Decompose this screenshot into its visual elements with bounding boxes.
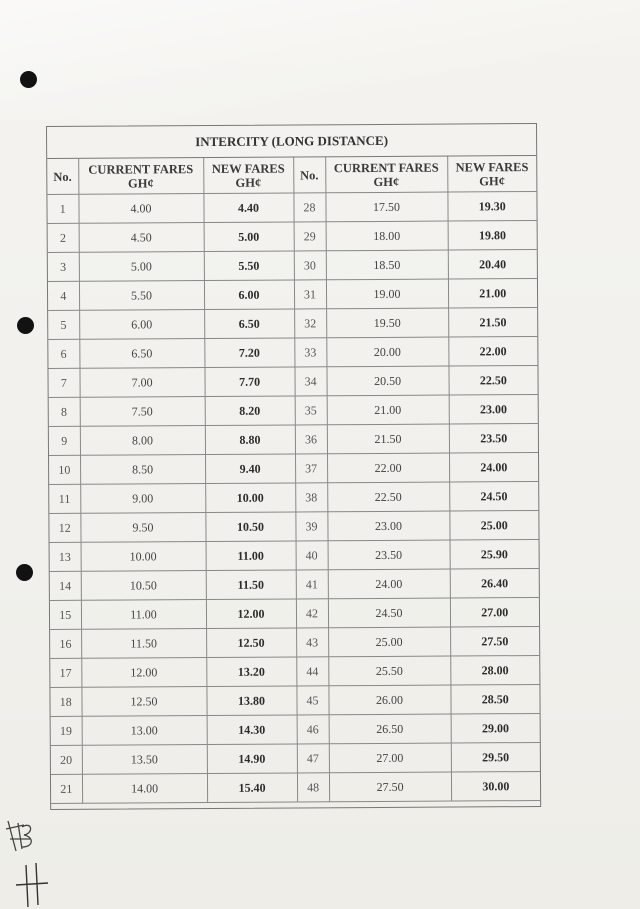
current-fare-cell: 9.00: [80, 484, 205, 514]
row-number-cell: 20: [51, 745, 82, 774]
row-number-cell: 17: [50, 658, 81, 687]
table-row: [48, 366, 537, 398]
table-row: [50, 655, 539, 687]
new-fare-cell: 13.20: [206, 657, 296, 687]
table-row: [51, 742, 540, 774]
new-fare-cell: 27.50: [450, 626, 539, 656]
current-fare-cell: 10.00: [81, 542, 206, 572]
new-fare-cell: 14.30: [207, 715, 297, 745]
table-row: [49, 424, 538, 456]
current-fare-cell: 24.50: [328, 598, 450, 628]
new-fare-cell: 5.00: [204, 222, 294, 252]
table-row: [50, 597, 539, 629]
new-fare-cell: 12.00: [206, 599, 296, 629]
current-fare-cell: 25.00: [328, 627, 450, 657]
fare-document: [46, 123, 541, 810]
row-number-cell: 28: [293, 193, 325, 222]
table-row: [48, 279, 537, 311]
new-fare-cell: 28.00: [450, 655, 539, 685]
current-fare-cell: 20.50: [326, 366, 448, 396]
current-fare-cell: 4.50: [79, 223, 204, 253]
table-header-row: [47, 156, 536, 194]
new-fare-cell: 6.00: [204, 280, 294, 310]
current-fare-cell: 9.50: [80, 513, 205, 543]
table-row: [49, 510, 538, 542]
row-number-cell: 45: [296, 686, 328, 715]
new-fare-cell: 24.50: [449, 482, 538, 512]
new-fare-cell: 29.50: [451, 742, 540, 772]
current-fare-cell: 6.00: [79, 310, 204, 340]
new-fare-cell: 24.00: [449, 453, 538, 483]
new-fare-cell: 28.50: [450, 684, 539, 714]
header-no: No.: [47, 159, 78, 195]
current-fare-cell: 13.00: [82, 716, 207, 746]
current-fare-cell: 20.00: [326, 337, 448, 367]
row-number-cell: 4: [48, 281, 79, 310]
new-fare-cell: 19.30: [447, 192, 536, 222]
handwritten-initials: [4, 815, 52, 909]
table-row: [51, 771, 540, 803]
current-fare-cell: 13.50: [82, 745, 207, 775]
new-fare-cell: 13.80: [206, 686, 296, 716]
punch-hole: [17, 317, 34, 334]
punch-hole: [20, 71, 37, 88]
document-title: INTERCITY (LONG DISTANCE): [47, 124, 536, 159]
table-row: [51, 713, 540, 745]
new-fare-cell: 22.00: [448, 337, 537, 367]
row-number-cell: 39: [295, 512, 327, 541]
table-row: [48, 221, 537, 253]
current-fare-cell: 8.50: [80, 455, 205, 485]
new-fare-cell: 7.20: [204, 338, 294, 368]
current-fare-cell: 23.50: [328, 540, 450, 570]
current-fare-cell: 4.00: [78, 194, 203, 224]
table-row: [49, 482, 538, 514]
row-number-cell: 40: [296, 541, 328, 570]
new-fare-cell: 10.50: [205, 512, 295, 542]
current-fare-cell: 18.50: [326, 250, 448, 280]
fares-table-body: [47, 192, 540, 804]
table-row: [49, 453, 538, 485]
current-fare-cell: 8.00: [80, 426, 205, 456]
current-fare-cell: 18.00: [326, 221, 448, 251]
new-fare-cell: 6.50: [204, 309, 294, 339]
current-fare-cell: 21.50: [327, 424, 449, 454]
current-fare-cell: 11.00: [81, 600, 206, 630]
current-fare-cell: 12.00: [81, 658, 206, 688]
row-number-cell: 44: [296, 657, 328, 686]
current-fare-cell: 11.50: [81, 629, 206, 659]
row-number-cell: 47: [297, 744, 329, 773]
row-number-cell: 46: [297, 715, 329, 744]
new-fare-cell: 23.50: [449, 424, 538, 454]
row-number-cell: 32: [294, 309, 326, 338]
header-new-fares: NEW FARES GH¢: [447, 156, 536, 192]
row-number-cell: 35: [295, 396, 327, 425]
current-fare-cell: 22.50: [327, 482, 449, 512]
row-number-cell: 37: [295, 454, 327, 483]
new-fare-cell: 9.40: [205, 454, 295, 484]
new-fare-cell: 8.80: [205, 425, 295, 455]
header-current-fares: CURRENT FARES GH¢: [78, 158, 203, 194]
header-current-fares: CURRENT FARES GH¢: [325, 157, 447, 193]
current-fare-cell: 25.50: [328, 656, 450, 686]
table-row: [50, 684, 539, 716]
table-row: [48, 308, 537, 340]
row-number-cell: 31: [294, 280, 326, 309]
row-number-cell: 10: [49, 455, 80, 484]
current-fare-cell: 23.00: [327, 511, 449, 541]
new-fare-cell: 29.00: [451, 713, 540, 743]
table-row: [50, 626, 539, 658]
current-fare-cell: 17.50: [325, 192, 447, 222]
fares-table: [47, 156, 540, 804]
current-fare-cell: 6.50: [79, 339, 204, 369]
new-fare-cell: 26.40: [450, 568, 539, 598]
new-fare-cell: 11.00: [206, 541, 296, 571]
current-fare-cell: 10.50: [81, 571, 206, 601]
table-row: [47, 192, 536, 224]
row-number-cell: 34: [294, 367, 326, 396]
new-fare-cell: 12.50: [206, 628, 296, 658]
new-fare-cell: 21.50: [448, 308, 537, 338]
current-fare-cell: 5.00: [79, 252, 204, 282]
row-number-cell: 21: [51, 774, 82, 803]
paper-glare: [0, 0, 640, 120]
new-fare-cell: 8.20: [205, 396, 295, 426]
row-number-cell: 30: [294, 251, 326, 280]
new-fare-cell: 21.00: [448, 279, 537, 309]
row-number-cell: 13: [50, 542, 81, 571]
new-fare-cell: 25.00: [449, 510, 538, 540]
current-fare-cell: 19.50: [326, 308, 448, 338]
table-row: [50, 568, 539, 600]
row-number-cell: 7: [48, 368, 79, 397]
table-row: [49, 395, 538, 427]
table-row: [50, 539, 539, 571]
table-row: [48, 250, 537, 282]
header-new-fares: NEW FARES GH¢: [203, 157, 293, 193]
new-fare-cell: 30.00: [451, 771, 540, 801]
row-number-cell: 33: [294, 338, 326, 367]
row-number-cell: 3: [48, 252, 79, 281]
new-fare-cell: 10.00: [205, 483, 295, 513]
current-fare-cell: 5.50: [79, 281, 204, 311]
current-fare-cell: 26.50: [329, 714, 451, 744]
new-fare-cell: 14.90: [207, 744, 297, 774]
punch-hole: [16, 564, 33, 581]
new-fare-cell: 5.50: [204, 251, 294, 281]
new-fare-cell: 20.40: [448, 250, 537, 280]
row-number-cell: 16: [50, 629, 81, 658]
row-number-cell: 9: [49, 426, 80, 455]
row-number-cell: 2: [48, 223, 79, 252]
new-fare-cell: 11.50: [206, 570, 296, 600]
row-number-cell: 41: [296, 570, 328, 599]
current-fare-cell: 14.00: [82, 774, 207, 804]
row-number-cell: 48: [297, 773, 329, 802]
header-no: No.: [293, 157, 325, 193]
new-fare-cell: 27.00: [450, 597, 539, 627]
current-fare-cell: 21.00: [327, 395, 449, 425]
current-fare-cell: 19.00: [326, 279, 448, 309]
new-fare-cell: 22.50: [448, 366, 537, 396]
current-fare-cell: 7.00: [79, 368, 204, 398]
row-number-cell: 14: [50, 571, 81, 600]
new-fare-cell: 19.80: [448, 221, 537, 251]
row-number-cell: 42: [296, 599, 328, 628]
row-number-cell: 43: [296, 628, 328, 657]
row-number-cell: 8: [49, 397, 80, 426]
row-number-cell: 11: [49, 484, 80, 513]
row-number-cell: 1: [47, 194, 78, 223]
row-number-cell: 15: [50, 600, 81, 629]
row-number-cell: 38: [295, 483, 327, 512]
row-number-cell: 6: [48, 339, 79, 368]
row-number-cell: 36: [295, 425, 327, 454]
current-fare-cell: 22.00: [327, 453, 449, 483]
current-fare-cell: 24.00: [328, 569, 450, 599]
row-number-cell: 5: [48, 310, 79, 339]
new-fare-cell: 7.70: [204, 367, 294, 397]
current-fare-cell: 7.50: [80, 397, 205, 427]
row-number-cell: 18: [50, 687, 81, 716]
new-fare-cell: 4.40: [203, 193, 293, 223]
table-row: [48, 337, 537, 369]
current-fare-cell: 27.00: [329, 743, 451, 773]
new-fare-cell: 25.90: [450, 539, 539, 569]
new-fare-cell: 15.40: [207, 773, 297, 803]
row-number-cell: 12: [49, 513, 80, 542]
current-fare-cell: 26.00: [328, 685, 450, 715]
current-fare-cell: 12.50: [81, 687, 206, 717]
current-fare-cell: 27.50: [329, 772, 451, 802]
row-number-cell: 19: [51, 716, 82, 745]
row-number-cell: 29: [294, 222, 326, 251]
new-fare-cell: 23.00: [449, 395, 538, 425]
